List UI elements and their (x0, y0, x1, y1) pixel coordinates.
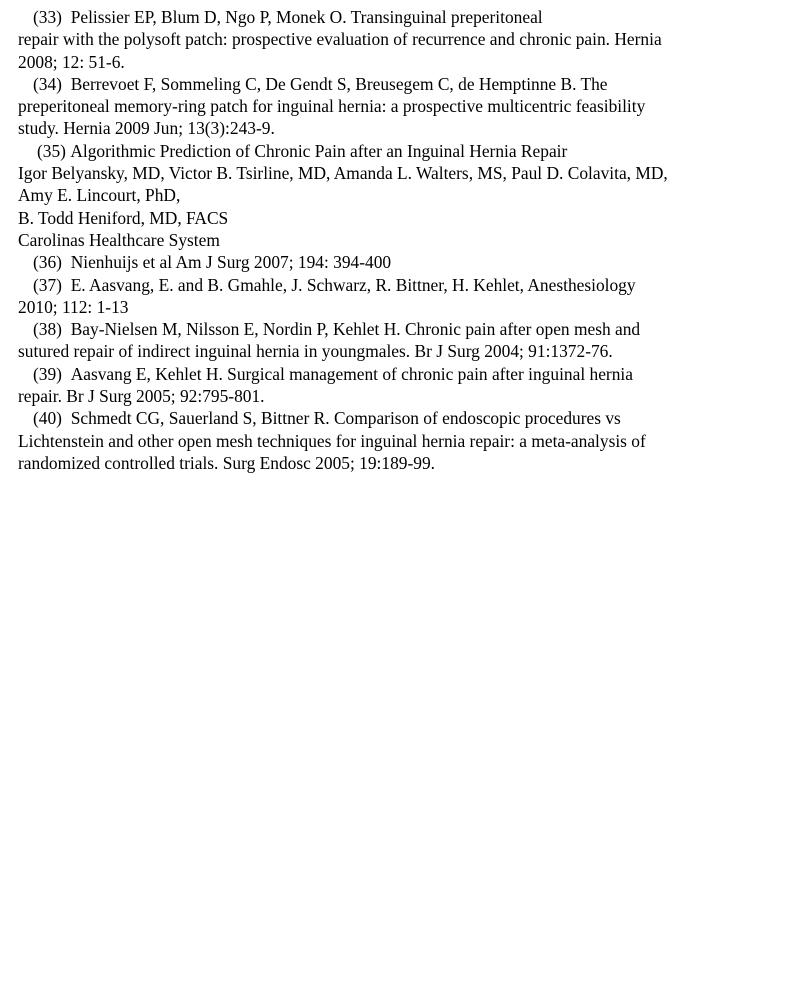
reference-number: (40) (33, 408, 62, 429)
reference-list (18, 6, 788, 474)
reference-first-line (18, 73, 788, 95)
reference-number: (39) (33, 363, 62, 384)
reference-first-line (18, 251, 788, 273)
reference-text: Schmedt CG, Sauerland S, Bittner R. Comparison of endoscopic procedures vs (70, 408, 621, 429)
reference-text: Berrevoet F, Sommeling C, De Gendt S, Breusegem C, de Hemptinne B. The (70, 73, 608, 94)
reference-line: 2010; 112: 1-13 (18, 296, 129, 317)
reference-text: Pelissier EP, Blum D, Ngo P, Monek O. Transinguinal preperitoneal (70, 7, 543, 27)
reference-entry-35 (18, 140, 788, 251)
reference-line: Carolinas Healthcare System (18, 229, 220, 250)
reference-number: (36) (33, 252, 62, 273)
reference-text: Algorithmic Prediction of Chronic Pain after an Inguinal Hernia Repair (70, 140, 568, 161)
reference-entry-39 (18, 363, 788, 408)
reference-line: Lichtenstein and other open mesh techniques for inguinal hernia repair: a meta-analysis of (18, 430, 646, 451)
reference-text: Aasvang E, Kehlet H. Surgical management of chronic pain after inguinal hernia (70, 363, 633, 384)
reference-line: repair with the polysoft patch: prospective evaluation of recurrence and chronic pain. Hernia (18, 29, 662, 50)
reference-first-line (18, 140, 788, 162)
reference-number: (33) (33, 7, 62, 27)
reference-line: sutured repair of indirect inguinal hernia in youngmales. Br J Surg 2004; 91:1372-76. (18, 341, 613, 362)
reference-line: 2008; 12: 51-6. (18, 51, 125, 72)
reference-line: Igor Belyansky, MD, Victor B. Tsirline, MD, Amanda L. Walters, MS, Paul D. Colavita, MD, (18, 163, 668, 184)
reference-entry-33 (18, 6, 788, 73)
reference-first-line (18, 407, 788, 429)
reference-line: repair. Br J Surg 2005; 92:795-801. (18, 386, 265, 407)
reference-entry-38 (18, 318, 788, 363)
reference-first-line (18, 6, 788, 28)
reference-number: (38) (33, 319, 62, 340)
reference-entry-37 (18, 274, 788, 319)
reference-text: E. Aasvang, E. and B. Gmahle, J. Schwarz, R. Bittner, H. Kehlet, Anesthesiology (70, 274, 636, 295)
reference-line: Amy E. Lincourt, PhD, (18, 185, 181, 206)
reference-first-line (18, 363, 788, 385)
reference-entry-36 (18, 251, 788, 273)
reference-entry-40 (18, 407, 788, 474)
reference-line: randomized controlled trials. Surg Endosc 2005; 19:189-99. (18, 452, 435, 473)
reference-line: B. Todd Heniford, MD, FACS (18, 207, 229, 228)
reference-entry-34 (18, 73, 788, 140)
reference-number: (37) (33, 274, 62, 295)
reference-first-line (18, 274, 788, 296)
reference-first-line (18, 318, 788, 340)
reference-line: preperitoneal memory-ring patch for inguinal hernia: a prospective multicentric feasibility (18, 96, 646, 117)
reference-line: study. Hernia 2009 Jun; 13(3):243-9. (18, 118, 275, 139)
reference-text: Nienhuijs et al Am J Surg 2007; 194: 394-400 (70, 252, 392, 273)
reference-text: Bay-Nielsen M, Nilsson E, Nordin P, Kehlet H. Chronic pain after open mesh and (70, 319, 641, 340)
reference-number: (35) (37, 140, 66, 161)
reference-number: (34) (33, 73, 62, 94)
